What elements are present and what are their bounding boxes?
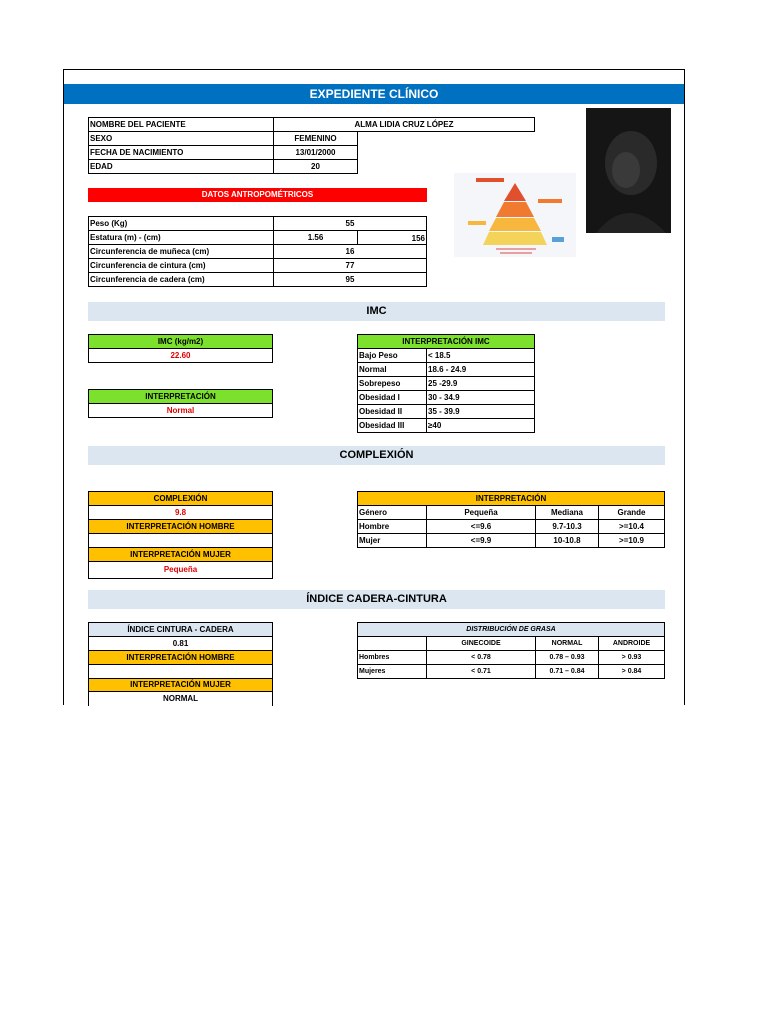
complexion-men-label: INTERPRETACIÓN HOMBRE	[88, 519, 273, 534]
complexion-cell: 10-10.8	[535, 533, 599, 548]
complexion-cell: >=10.9	[598, 533, 665, 548]
imc-range-label: Obesidad II	[357, 404, 427, 419]
waist-value: 77	[273, 258, 427, 273]
imc-range-value: ≥40	[426, 418, 535, 433]
imc-label: IMC (kg/m2)	[88, 334, 273, 349]
fat-cell: > 0.93	[598, 650, 665, 665]
complexion-table-title: INTERPRETACIÓN	[357, 491, 665, 506]
complexion-cell: Hombre	[357, 519, 427, 534]
imc-table-title: INTERPRETACIÓN IMC	[357, 334, 535, 349]
imc-range-value: 25 -29.9	[426, 376, 535, 391]
fat-header: NORMAL	[535, 636, 599, 651]
imc-range-label: Bajo Peso	[357, 348, 427, 363]
clinical-record-sheet	[63, 69, 685, 705]
fat-cell: Mujeres	[357, 664, 427, 679]
imc-range-label: Sobrepeso	[357, 376, 427, 391]
complexion-women-label: INTERPRETACIÓN MUJER	[88, 547, 273, 562]
fat-distribution-title: DISTRIBUCIÓN DE GRASA	[357, 622, 665, 637]
wrist-label: Circunferencia de muñeca (cm)	[88, 244, 274, 259]
complexion-header: Mediana	[535, 505, 599, 520]
weight-label: Peso (Kg)	[88, 216, 274, 231]
anthropometric-title: DATOS ANTROPOMÉTRICOS	[88, 188, 427, 202]
complexion-cell: >=10.4	[598, 519, 665, 534]
whr-men-label: INTERPRETACIÓN HOMBRE	[88, 650, 273, 665]
hip-label: Circunferencia de cadera (cm)	[88, 272, 274, 287]
complexion-cell: 9.7-10.3	[535, 519, 599, 534]
imc-range-value: 35 - 39.9	[426, 404, 535, 419]
fat-header: GINECOIDE	[426, 636, 536, 651]
imc-range-value: 18.6 - 24.9	[426, 362, 535, 377]
whr-value: 0.81	[88, 636, 273, 651]
patient-photo	[586, 108, 671, 233]
fat-cell: < 0.71	[426, 664, 536, 679]
age-value: 20	[273, 159, 358, 174]
sex-value: FEMENINO	[273, 131, 358, 146]
fat-cell: 0.78 – 0.93	[535, 650, 599, 665]
complexion-header: Grande	[598, 505, 665, 520]
fat-cell: > 0.84	[598, 664, 665, 679]
imc-range-value: < 18.5	[426, 348, 535, 363]
complexion-label: COMPLEXIÓN	[88, 491, 273, 506]
sex-label: SEXO	[88, 131, 274, 146]
complexion-header: Pequeña	[426, 505, 536, 520]
fat-cell: Hombres	[357, 650, 427, 665]
patient-name-label: NOMBRE DEL PACIENTE	[88, 117, 274, 132]
imc-section-title: IMC	[88, 302, 665, 321]
imc-range-value: 30 - 34.9	[426, 390, 535, 405]
whr-women-label: INTERPRETACIÓN MUJER	[88, 678, 273, 692]
wrist-value: 16	[273, 244, 427, 259]
whr-women-value: NORMAL	[88, 691, 273, 706]
food-pyramid-icon	[454, 173, 576, 257]
fat-header	[357, 636, 427, 651]
whr-men-value	[88, 664, 273, 679]
imc-range-label: Normal	[357, 362, 427, 377]
complexion-value: 9.8	[88, 505, 273, 520]
weight-value: 55	[273, 216, 427, 231]
page-title: EXPEDIENTE CLÍNICO	[64, 84, 684, 104]
complexion-men-value	[88, 533, 273, 548]
dob-value: 13/01/2000	[273, 145, 358, 160]
complexion-cell: <=9.9	[426, 533, 536, 548]
hip-value: 95	[273, 272, 427, 287]
dob-label: FECHA DE NACIMIENTO	[88, 145, 274, 160]
fat-cell: 0.71 – 0.84	[535, 664, 599, 679]
complexion-cell: <=9.6	[426, 519, 536, 534]
whr-section-title: ÍNDICE CADERA-CINTURA	[88, 590, 665, 609]
height-cm-value: 156	[357, 230, 427, 245]
complexion-section-title: COMPLEXIÓN	[88, 446, 665, 465]
imc-value: 22.60	[88, 348, 273, 363]
complexion-header: Género	[357, 505, 427, 520]
complexion-women-value: Pequeña	[88, 561, 273, 579]
imc-interpretation-value: Normal	[88, 403, 273, 418]
age-label: EDAD	[88, 159, 274, 174]
imc-range-label: Obesidad III	[357, 418, 427, 433]
height-label: Estatura (m) - (cm)	[88, 230, 274, 245]
fat-cell: < 0.78	[426, 650, 536, 665]
complexion-cell: Mujer	[357, 533, 427, 548]
patient-name-value: ALMA LIDIA CRUZ LÓPEZ	[273, 117, 535, 132]
waist-label: Circunferencia de cintura (cm)	[88, 258, 274, 273]
fat-header: ANDROIDE	[598, 636, 665, 651]
imc-range-label: Obesidad I	[357, 390, 427, 405]
whr-label: ÍNDICE CINTURA - CADERA	[88, 622, 273, 637]
imc-interpretation-label: INTERPRETACIÓN	[88, 389, 273, 404]
height-m-value: 1.56	[273, 230, 358, 245]
